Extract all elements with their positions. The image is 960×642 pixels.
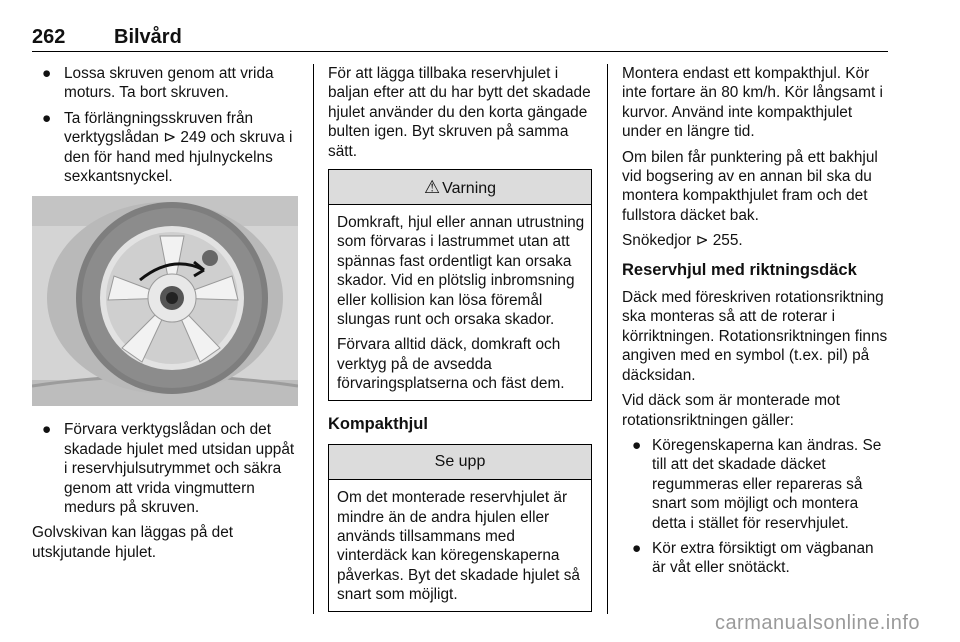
warning-body bbox=[329, 205, 591, 400]
bullet-icon: ● bbox=[42, 109, 52, 127]
chapter-title: Bilvård bbox=[114, 26, 182, 48]
list-item-text: Kör extra försiktigt om vägbanan är våt eller snötäckt. bbox=[652, 539, 874, 577]
caution-box bbox=[328, 444, 592, 611]
warning-header bbox=[329, 170, 591, 205]
column-divider bbox=[313, 64, 314, 614]
caution-body bbox=[329, 480, 591, 610]
column-left bbox=[32, 64, 300, 568]
warning-text: Förvara alltid däck, domkraft och verktyg på de avsedda förvaringsplatserna och fäst dem. bbox=[337, 336, 565, 393]
warning-text: Domkraft, hjul eller annan utrustning som förvaras i lastrummet utan att spännas fast ordentligt kan orsaka skador. Vid en plötslig inbromsning eller kollision kan lösa föremål slungas runt och orsaka skador. bbox=[337, 214, 585, 329]
warning-icon: ⚠ bbox=[423, 177, 441, 198]
column-right bbox=[622, 64, 890, 584]
list-item-text: Köregenskaperna kan ändras. Se till att det skadade däcket regummeras eller repareras så snart som möjligt och montera detta i stället för reservhjulet. bbox=[652, 436, 882, 532]
warning-title: Varning bbox=[442, 180, 497, 198]
section-heading: Kompakthjul bbox=[328, 414, 428, 433]
list-item-text: Ta förlängningsskruven från verktygslådan ⊳ 249 och skruva i den för hand med hjulnyckelns sexkantsnyckel. bbox=[64, 109, 293, 186]
page-number: 262 bbox=[32, 26, 66, 48]
list-item-text: Förvara verktygslådan och det skadade hjulet med utsidan uppåt i reservhjulsutrymmet och säkra genom att vrida vingmuttern medurs på skruven. bbox=[64, 421, 295, 517]
list-item-text: Lossa skruven genom att vrida moturs. Ta bort skruven. bbox=[64, 65, 274, 102]
section-heading: Reservhjul med riktningsdäck bbox=[622, 260, 857, 279]
paragraph: Om bilen får punktering på ett bakhjul vid bogsering av en annan bil ska du montera kompakthjulet fram och det fullstora däcket bak. bbox=[622, 148, 878, 224]
header-rule bbox=[32, 51, 888, 52]
bullet-icon: ● bbox=[632, 539, 642, 557]
list-item bbox=[622, 436, 890, 533]
column-middle bbox=[328, 64, 592, 612]
column-divider bbox=[607, 64, 608, 614]
list-item bbox=[32, 420, 300, 517]
list-item bbox=[32, 109, 300, 187]
caution-text: Om det monterade reservhjulet är mindre än de andra hjulen eller används tillsammans med vinterdäck kan köregenskaperna påverkas. Byt det skadade hjulet så snart som möjligt. bbox=[337, 489, 580, 604]
paragraph: Snökedjor ⊳ 255. bbox=[622, 232, 743, 250]
bullet-icon: ● bbox=[42, 65, 52, 82]
paragraph: Golvskivan kan läggas på det utskjutande hjulet. bbox=[32, 524, 234, 561]
paragraph: Däck med föreskriven rotationsriktning ska monteras så att de roterar i körriktningen. Rotationsriktningen finns angiven med en symbol (t.ex. pil) på däcksidan. bbox=[622, 289, 888, 384]
spare-wheel-illustration bbox=[32, 196, 298, 406]
warning-box bbox=[328, 169, 592, 401]
list-item bbox=[622, 539, 890, 578]
caution-title: Se upp bbox=[434, 453, 486, 471]
paragraph: För att lägga tillbaka reservhjulet i baljan efter att du har bytt det skadade hjulet använder du den korta gängade bulten igen. Byt skruven på samma sätt. bbox=[328, 65, 591, 160]
watermark-link[interactable]: carmanualsonline.info bbox=[714, 612, 920, 634]
paragraph: Montera endast ett kompakthjul. Kör inte fortare än 80 km/h. Kör långsamt i kurvor. Använd inte kompakthjulet under en längre tid. bbox=[622, 65, 883, 141]
paragraph: Vid däck som är monterade mot rotationsriktningen gäller: bbox=[622, 392, 840, 429]
page-header bbox=[32, 26, 888, 52]
list-item bbox=[32, 64, 300, 103]
bullet-icon: ● bbox=[42, 421, 52, 439]
caution-header bbox=[329, 445, 591, 480]
spare-wheel-image bbox=[32, 196, 298, 406]
bullet-icon: ● bbox=[632, 436, 642, 454]
